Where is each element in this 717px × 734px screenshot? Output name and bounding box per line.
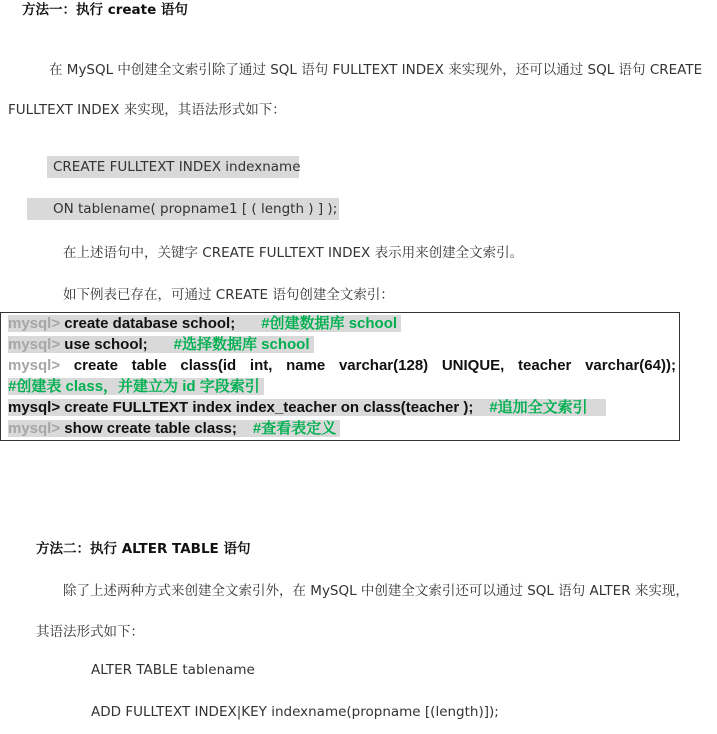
prompt: mysql> <box>8 399 61 416</box>
code-cmd-5: create FULLTEXT index index_teacher on class(teacher ); <box>60 399 474 416</box>
code-line-2 <box>8 335 314 355</box>
code-line-1 <box>8 314 401 334</box>
code-line-6 <box>8 419 340 439</box>
code-cmd-1: create database school; <box>60 315 236 332</box>
code-cmd-2: use school; <box>60 336 148 353</box>
prompt: mysql> <box>8 315 61 332</box>
code-comment-1: #创建数据库 school <box>261 315 398 332</box>
section1-heading: 方法一：执行 create 语句 <box>22 2 188 18</box>
syntax-line-2: ON tablename( propname1 [ ( length ) ] ); <box>27 198 339 220</box>
code-word: int, <box>249 357 273 374</box>
code-comment-2: #选择数据库 school <box>173 336 310 353</box>
section2-heading: 方法二：执行 ALTER TABLE 语句 <box>36 541 251 557</box>
code-comment-5: #追加全文索引 <box>489 399 588 416</box>
section2-syntax-line-2: ADD FULLTEXT INDEX|KEY indexname(propname [(length)]); <box>91 704 499 720</box>
code-word: varchar(128) <box>338 357 429 374</box>
code-word: teacher <box>518 357 572 374</box>
section2-para1-line1: 除了上述两种方式来创建全文索引外，在 MySQL 中创建全文索引还可以通过 SQL 语句 ALTER 来实现， <box>63 583 689 599</box>
prompt: mysql> <box>8 420 61 437</box>
syntax-line-1: CREATE FULLTEXT INDEX indexname <box>47 156 299 178</box>
code-line-5 <box>8 398 606 418</box>
section1-para3: 如下例表已存在，可通过 CREATE 语句创建全文索引： <box>63 287 394 303</box>
code-word: create <box>73 357 118 374</box>
code-comment-6: #查看表定义 <box>252 420 337 437</box>
code-word: class(id <box>180 357 237 374</box>
section2-syntax-line-1: ALTER TABLE tablename <box>91 662 255 678</box>
code-word: name <box>286 357 326 374</box>
code-word: table <box>131 357 167 374</box>
code-cmd-6: show create table class; <box>60 420 237 437</box>
section1-para1-line1: 在 MySQL 中创建全文索引除了通过 SQL 语句 FULLTEXT INDEX 来实现外，还可以通过 SQL 语句 CREATE <box>49 62 703 78</box>
prompt: mysql> <box>8 336 61 353</box>
code-word: varchar(64)); <box>585 357 676 374</box>
code-word: UNIQUE, <box>441 357 505 374</box>
section2-para1-line2: 其语法形式如下： <box>36 624 144 640</box>
code-line-4 <box>8 377 264 397</box>
code-example-box <box>0 312 680 441</box>
section1-para2: 在上述语句中，关键字 CREATE FULLTEXT INDEX 表示用来创建全文索引。 <box>63 245 524 261</box>
section1-para1-line2: FULLTEXT INDEX 来实现，其语法形式如下： <box>8 102 286 118</box>
code-comment-4: #创建表 class，并建立为 id 字段索引 <box>8 378 260 395</box>
code-line-3 <box>8 356 676 376</box>
prompt: mysql> <box>8 357 61 374</box>
